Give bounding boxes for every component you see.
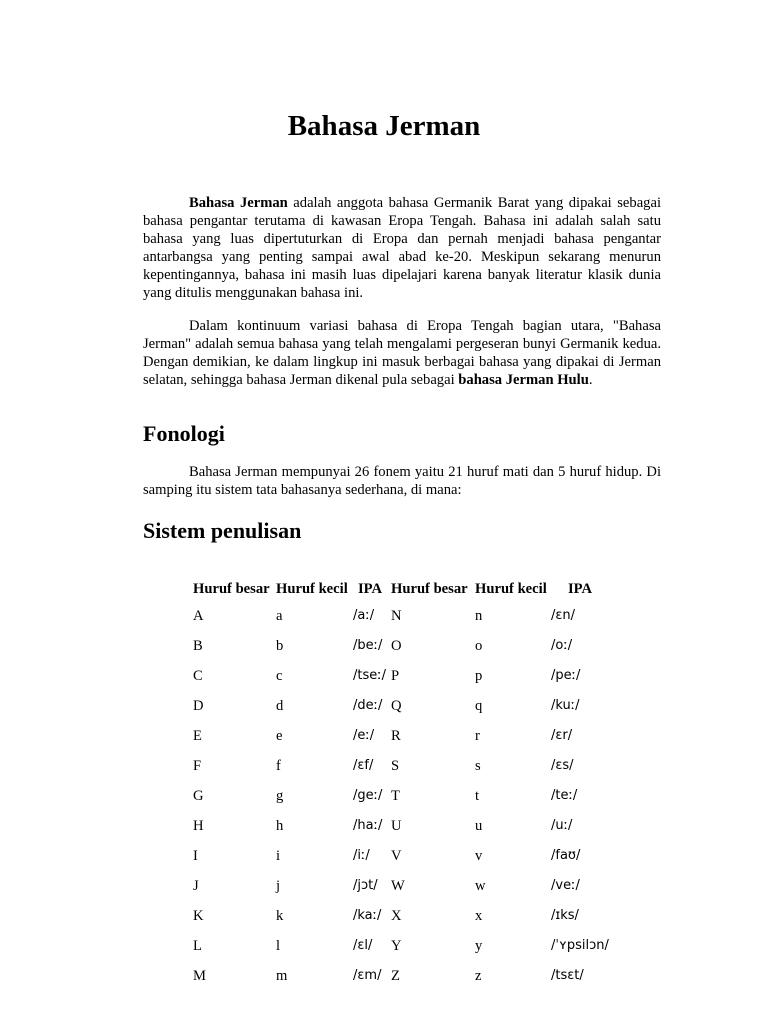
table-cell-ipa-left: /beː/ bbox=[353, 638, 383, 653]
table-cell-lower-right: p bbox=[475, 668, 483, 684]
table-cell-lower-left: k bbox=[276, 908, 284, 924]
table-cell-upper-right: X bbox=[391, 908, 402, 924]
table-cell-lower-left: b bbox=[276, 638, 284, 654]
intro-text: adalah anggota bahasa Germanik Barat yang dipakai sebagai bahasa pengantar terutama di kawasan Eropa Tengah. Bahasa ini adalah salah satu bahasa yang luas dipertuturkan di Eropa dan pernah menjadi bahasa pengantar antarbangsa yang penting sampai awal abad ke-20. Meskipun sekarang menurun kepentingannya, bahasa ini masih luas dipelajari karena banyak literatur klasik dunia yang ditulis menggunakan bahasa ini. bbox=[143, 195, 662, 301]
table-cell-ipa-left: /iː/ bbox=[353, 848, 370, 863]
table-cell-ipa-right: /ɛs/ bbox=[551, 758, 574, 773]
table-cell-lower-right: v bbox=[475, 848, 483, 864]
continuum-end: . bbox=[588, 372, 593, 388]
table-cell-lower-left: l bbox=[276, 938, 281, 954]
table-cell-upper-right: S bbox=[391, 758, 400, 774]
table-cell-ipa-left: /haː/ bbox=[353, 818, 383, 833]
table-cell-upper-right: Z bbox=[391, 968, 400, 984]
table-cell-ipa-right: /veː/ bbox=[551, 878, 580, 893]
table-cell-ipa-right: /ɪks/ bbox=[551, 908, 579, 923]
table-cell-lower-right: s bbox=[475, 758, 481, 774]
table-cell-ipa-right: /teː/ bbox=[551, 788, 578, 803]
table-cell-upper-left: M bbox=[193, 968, 206, 984]
heading-sistem-penulisan: Sistem penulisan bbox=[143, 518, 302, 543]
table-cell-ipa-left: /jɔt/ bbox=[353, 878, 378, 893]
table-cell-lower-right: y bbox=[475, 938, 483, 954]
table-cell-lower-left: c bbox=[276, 668, 283, 684]
table-cell-lower-left: d bbox=[276, 698, 284, 714]
table-cell-lower-right: q bbox=[475, 698, 483, 714]
table-cell-lower-left: a bbox=[276, 608, 283, 624]
table-cell-upper-left: A bbox=[193, 608, 204, 624]
table-cell-lower-left: e bbox=[276, 728, 283, 744]
table-header-lower-left: Huruf kecil bbox=[276, 581, 348, 597]
table-cell-ipa-right: /tsɛt/ bbox=[551, 968, 584, 983]
continuum-paragraph bbox=[143, 317, 661, 389]
table-cell-upper-left: I bbox=[193, 848, 198, 864]
table-cell-ipa-right: /ɛr/ bbox=[551, 728, 573, 743]
intro-paragraph bbox=[143, 194, 661, 302]
table-cell-upper-right: P bbox=[391, 668, 400, 684]
table-header-lower-right: Huruf kecil bbox=[475, 581, 547, 597]
table-cell-lower-right: x bbox=[475, 908, 483, 924]
table-cell-upper-right: V bbox=[391, 848, 402, 864]
table-cell-upper-right: T bbox=[391, 788, 400, 804]
table-cell-lower-left: m bbox=[276, 968, 288, 984]
heading-fonologi: Fonologi bbox=[143, 421, 225, 446]
table-cell-ipa-left: /ɛm/ bbox=[353, 968, 382, 983]
table-cell-upper-right: Y bbox=[391, 938, 402, 954]
table-cell-lower-left: i bbox=[276, 848, 281, 864]
table-cell-lower-right: u bbox=[475, 818, 483, 834]
table-cell-upper-left: L bbox=[193, 938, 202, 954]
table-cell-lower-left: f bbox=[276, 758, 281, 774]
table-cell-upper-right: R bbox=[391, 728, 401, 744]
table-cell-upper-left: B bbox=[193, 638, 203, 654]
table-cell-upper-left: E bbox=[193, 728, 202, 744]
table-cell-ipa-right: /ɛn/ bbox=[551, 608, 576, 623]
document-title: Bahasa Jerman bbox=[287, 110, 481, 142]
table-cell-lower-right: o bbox=[475, 638, 483, 654]
table-cell-upper-right: Q bbox=[391, 698, 402, 714]
table-cell-ipa-left: /aː/ bbox=[353, 608, 375, 623]
table-cell-upper-right: N bbox=[391, 608, 402, 624]
table-cell-ipa-left: /eː/ bbox=[353, 728, 375, 743]
table-cell-ipa-right: /oː/ bbox=[551, 638, 573, 653]
table-cell-ipa-left: /geː/ bbox=[353, 788, 383, 803]
table-cell-upper-left: C bbox=[193, 668, 203, 684]
table-cell-lower-right: t bbox=[475, 788, 480, 804]
table-cell-lower-right: r bbox=[475, 728, 480, 744]
table-cell-upper-left: F bbox=[193, 758, 202, 774]
table-cell-ipa-left: /ɛf/ bbox=[353, 758, 374, 773]
table-cell-lower-left: j bbox=[276, 878, 281, 894]
continuum-bold-tail: bahasa Jerman Hulu bbox=[458, 372, 589, 388]
table-cell-upper-left: G bbox=[193, 788, 204, 804]
table-cell-lower-right: w bbox=[475, 878, 486, 894]
table-cell-upper-left: K bbox=[193, 908, 204, 924]
table-cell-ipa-left: /deː/ bbox=[353, 698, 383, 713]
table-cell-ipa-right: /kuː/ bbox=[551, 698, 580, 713]
table-cell-ipa-left: /tseː/ bbox=[353, 668, 387, 683]
table-cell-lower-right: n bbox=[475, 608, 483, 624]
table-cell-ipa-right: /ˈʏpsilɔn/ bbox=[551, 938, 609, 953]
table-header-ipa-right: IPA bbox=[568, 581, 593, 597]
table-cell-upper-left: D bbox=[193, 698, 204, 714]
table-header-upper-left: Huruf besar bbox=[193, 581, 270, 597]
intro-bold-lead: Bahasa Jerman bbox=[189, 195, 288, 211]
table-cell-ipa-left: /ɛl/ bbox=[353, 938, 373, 953]
table-cell-ipa-right: /uː/ bbox=[551, 818, 573, 833]
fonologi-paragraph: Bahasa Jerman mempunyai 26 fonem yaitu 21 huruf mati dan 5 huruf hidup. Di samping itu sistem tata bahasanya sederhana, di mana: bbox=[143, 464, 661, 498]
table-cell-upper-left: J bbox=[193, 878, 199, 894]
table-header-ipa-left: IPA bbox=[358, 581, 383, 597]
table-cell-ipa-right: /peː/ bbox=[551, 668, 581, 683]
table-cell-upper-right: U bbox=[391, 818, 402, 834]
table-cell-upper-right: O bbox=[391, 638, 402, 654]
table-cell-ipa-right: /faʊ/ bbox=[551, 848, 581, 863]
table-cell-upper-right: W bbox=[391, 878, 405, 894]
table-cell-ipa-left: /kaː/ bbox=[353, 908, 382, 923]
table-cell-lower-right: z bbox=[475, 968, 482, 984]
table-cell-lower-left: h bbox=[276, 818, 284, 834]
continuum-text: Dalam kontinuum variasi bahasa di Eropa Tengah bagian utara, "Bahasa Jerman" adalah semua bahasa yang telah mengalami pergeseran bunyi Germanik kedua. Dengan demikian, ke dalam lingkup ini masuk berbagai bahasa yang dipakai di Jerman selatan, sehingga bahasa Jerman dikenal pula sebagai bbox=[143, 318, 661, 388]
table-cell-lower-left: g bbox=[276, 788, 284, 804]
table-cell-upper-left: H bbox=[193, 818, 204, 834]
table-header-upper-right: Huruf besar bbox=[391, 581, 468, 597]
